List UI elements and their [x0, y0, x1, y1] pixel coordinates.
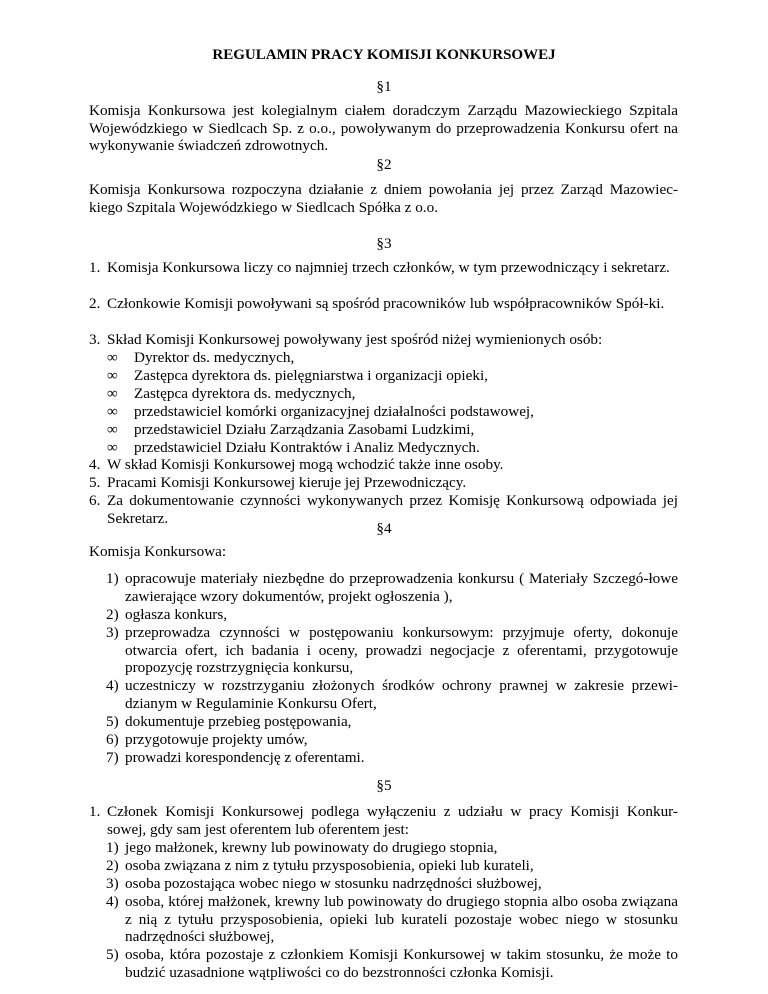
item-number: 2.: [89, 295, 101, 312]
infinity-bullet-icon: ∞: [107, 439, 118, 456]
section-4-item: [106, 749, 678, 767]
item-text: Komisja Konkursowa liczy co najmniej trzech członków, w tym przewodniczący i sekretarz.: [107, 259, 670, 276]
composition-list-item: [107, 421, 678, 439]
infinity-bullet-icon: ∞: [107, 385, 118, 402]
section-2-paragraph: Komisja Konkursowa rozpoczyna działanie z dniem powołania jej przez Zarząd Mazowiec-kiego Szpitala Wojewódzkiego w Siedlcach Spółka z o.o.: [89, 181, 678, 216]
composition-list-item: [107, 403, 678, 421]
section-4-item: [106, 606, 678, 624]
item-text: przygotowuje projekty umów,: [125, 731, 308, 748]
list-item-text: Dyrektor ds. medycznych,: [134, 349, 295, 366]
section-4-item: [106, 731, 678, 749]
section-4-item: [106, 677, 678, 712]
section-5-heading: §5: [376, 777, 392, 794]
section-4-heading: §4: [376, 520, 392, 537]
item-number: 6.: [89, 492, 101, 509]
section-5-item: [89, 803, 678, 838]
item-number: 4): [106, 677, 119, 694]
item-text: Pracami Komisji Konkursowej kieruje jej Przewodniczący.: [107, 474, 467, 491]
item-text: osoba, która pozostaje z członkiem Komisji Konkursowej w takim stosunku, że może to budzić uzasadnione wątpliwości co do bezstronności członka Komisji.: [125, 946, 678, 981]
item-text: W skład Komisji Konkursowej mogą wchodzić także inne osoby.: [107, 456, 504, 473]
exclusion-item: [106, 875, 678, 893]
infinity-bullet-icon: ∞: [107, 367, 118, 384]
item-number: 2): [106, 606, 119, 623]
section-3-item: [89, 259, 678, 277]
list-item-text: Zastępca dyrektora ds. medycznych,: [134, 385, 356, 402]
item-text: dokumentuje przebieg postępowania,: [125, 713, 352, 730]
item-text: Członkowie Komisji powoływani są spośród pracowników lub współpracowników Spół-ki.: [107, 295, 665, 312]
section-3-item: [89, 331, 678, 349]
composition-list-item: [107, 349, 678, 367]
item-text: prowadzi korespondencję z oferentami.: [125, 749, 365, 766]
item-number: 6): [106, 731, 119, 748]
infinity-bullet-icon: ∞: [107, 421, 118, 438]
item-number: 4): [106, 893, 119, 910]
document-title: REGULAMIN PRACY KOMISJI KONKURSOWEJ: [212, 47, 556, 63]
item-number: 3): [106, 624, 119, 641]
list-item-text: przedstawiciel Działu Kontraktów i Analiz Medycznych.: [134, 439, 480, 456]
list-item-text: przedstawiciel komórki organizacyjnej działalności podstawowej,: [134, 403, 534, 420]
item-text: osoba pozostająca wobec niego w stosunku nadrzędności służbowej,: [125, 875, 542, 892]
item-number: 3): [106, 875, 119, 892]
item-text: Członek Komisji Konkursowej podlega wyłączeniu z udziału w pracy Komisji Konkur-sowej, gdy sam jest oferentem lub oferentem jest:: [107, 803, 678, 838]
item-number: 4.: [89, 456, 101, 473]
item-number: 1): [106, 570, 119, 587]
item-number: 5.: [89, 474, 101, 491]
item-text: Za dokumentowanie czynności wykonywanych przez Komisję Konkursową odpowiada jej Sekretarz.: [107, 492, 678, 527]
exclusion-item: [106, 857, 678, 875]
item-text: przeprowadza czynności w postępowaniu konkursowym: przyjmuje oferty, dokonuje otwarcia ofert, ich badania i oceny, prowadzi negocjacje z oferentami, przygotowuje propozycję rozstrzygnięcia konkursu,: [125, 624, 678, 677]
section-3-item: [89, 295, 678, 313]
composition-list-item: [107, 367, 678, 385]
section-4-item: [106, 570, 678, 605]
item-number: 2): [106, 857, 119, 874]
item-number: 3.: [89, 331, 101, 348]
item-number: 1.: [89, 803, 101, 820]
infinity-bullet-icon: ∞: [107, 403, 118, 420]
list-item-text: Zastępca dyrektora ds. pielęgniarstwa i organizacji opieki,: [134, 367, 488, 384]
composition-list-item: [107, 439, 678, 457]
section-4-intro: Komisja Konkursowa:: [89, 543, 227, 560]
item-number: 1.: [89, 259, 101, 276]
section-4-item: [106, 713, 678, 731]
item-text: osoba, której małżonek, krewny lub powinowaty do drugiego stopnia albo osoba związana z nią z tytułu przysposobienia, opieki lub kurateli pozostaje wobec niego w stosunku nadrzędności służbowej,: [125, 893, 678, 946]
exclusion-item: [106, 839, 678, 857]
item-number: 7): [106, 749, 119, 766]
item-text: ogłasza konkurs,: [125, 606, 228, 623]
section-3-item: [89, 456, 678, 474]
section-3-item: [89, 474, 678, 492]
item-number: 5): [106, 713, 119, 730]
list-item-text: przedstawiciel Działu Zarządzania Zasobami Ludzkimi,: [134, 421, 475, 438]
section-4-item: [106, 624, 678, 677]
composition-list-item: [107, 385, 678, 403]
item-text: osoba związana z nim z tytułu przysposobienia, opieki lub kurateli,: [125, 857, 534, 874]
item-text: jego małżonek, krewny lub powinowaty do drugiego stopnia,: [125, 839, 498, 856]
item-number: 5): [106, 946, 119, 963]
section-1-paragraph: Komisja Konkursowa jest kolegialnym ciałem doradczym Zarządu Mazowieckiego Szpitala Wojewódzkiego w Siedlcach Sp. z o.o., powoływanym do przeprowadzenia Konkursu ofert na wykonywanie świadczeń zdrowotnych.: [89, 102, 678, 155]
section-3-heading: §3: [376, 235, 392, 252]
item-text: Skład Komisji Konkursowej powoływany jest spośród niżej wymienionych osób:: [107, 331, 603, 348]
item-text: uczestniczy w rozstrzyganiu złożonych środków ochrony prawnej w zakresie przewi-dzianym w Regulaminie Konkursu Ofert,: [125, 677, 678, 712]
section-2-heading: §2: [376, 156, 392, 173]
infinity-bullet-icon: ∞: [107, 349, 118, 366]
exclusion-item: [106, 893, 678, 946]
section-1-heading: §1: [376, 78, 392, 95]
exclusion-item: [106, 946, 678, 981]
item-number: 1): [106, 839, 119, 856]
item-text: opracowuje materiały niezbędne do przeprowadzenia konkursu ( Materiały Szczegó-łowe zawierające wzory dokumentów, projekt ogłoszenia ),: [125, 570, 678, 605]
